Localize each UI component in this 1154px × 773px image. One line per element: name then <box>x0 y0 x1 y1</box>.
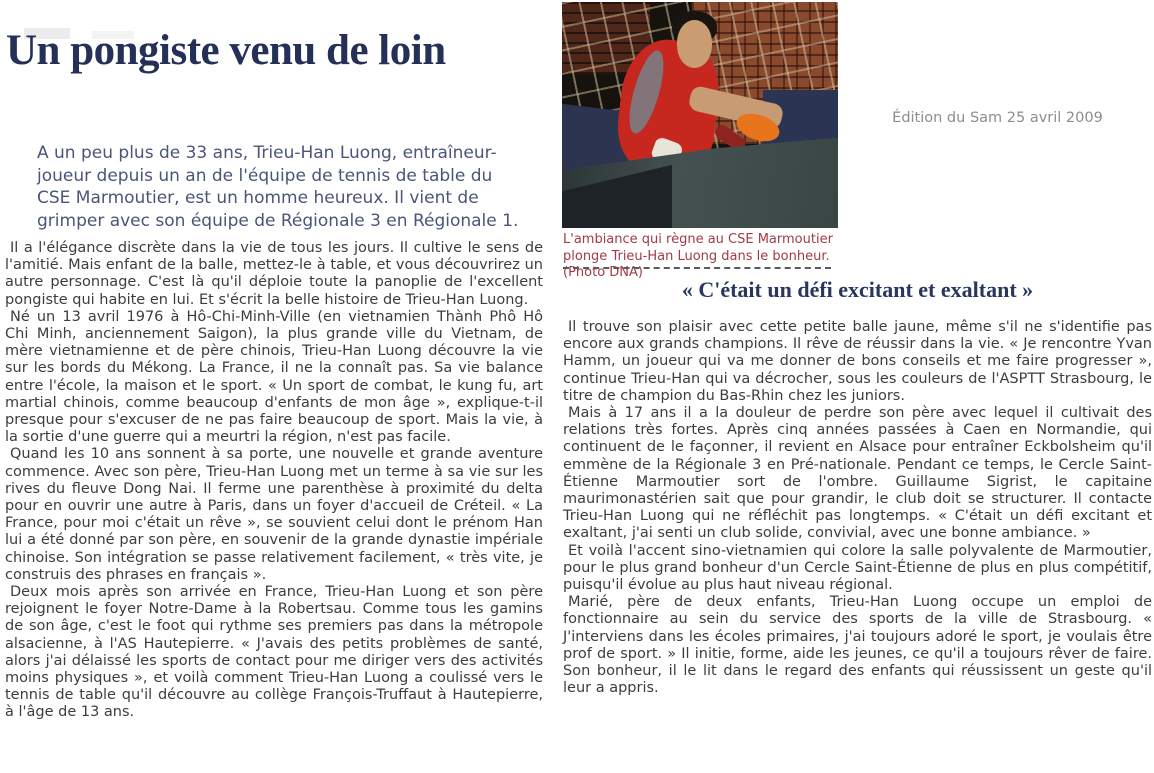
article-paragraph: Mais à 17 ans il a la douleur de perdre son père avec lequel il cultivait des relations très fortes. Après cinq années passées à Caen en Normandie, qui continuent de le façonner, il revient en Alsace pour entraîner Eckbolsheim qu'il emmène de la Régionale 3 en Pré-nationale. Pendant ce temps, le Cercle Saint-Étienne Marmoutier sort de l'ombre. Guillaume Sigrist, le capitaine maurimonastérien sait que pour grandir, le club doit se structurer. Il contacte Trieu-Han Luong qui ne réfléchit pas longtemps. « C'était un défi excitant et exaltant, j'ai senti un club solide, convivial, avec une bonne ambiance. » <box>563 405 1152 542</box>
article-paragraph: Il trouve son plaisir avec cette petite balle jaune, même s'il ne s'identifie pas encore aux grands champions. Il rêve de réussir dans la vie. « Je rencontre Yvan Hamm, un joueur qui va me donner de bons conseils et me faire progresser », continue Trieu-Han qui va décrocher, sous les couleurs de l'ASPTT Strasbourg, le titre de champion du Bas-Rhin chez les juniors. <box>563 319 1152 404</box>
article-paragraph: Il a l'élégance discrète dans la vie de tous les jours. Il cultive le sens de l'amitié. Mais enfant de la balle, mettez-le à table, et vous découvrirez un autre personnage. C'est là qu'il déploie toute la panoplie de l'excellent pongiste qui habite en lui. Et s'écrit la belle histoire de Trieu-Han Luong. <box>5 240 543 308</box>
article-paragraph: Quand les 10 ans sonnent à sa porte, une nouvelle et grande aventure commence. Avec son père, Trieu-Han Luong met un terme à sa vie sur les rives du fleuve Dong Nai. Il ferme une parenthèse à proximité du delta pour en ouvrir une autre à Paris, dans un foyer d'accueil de Créteil. « La France, pour moi c'était un rêve », se souvient celui dont le prénom Han lui a été donné par son père, en souvenir de la grande dynastie impériale chinoise. Son intégration se passe relativement facilement, « très vite, je construis des phrases en français ». <box>5 446 543 583</box>
article-lead: A un peu plus de 33 ans, Trieu-Han Luong, entraîneur-joueur depuis un an de l'équipe de tennis de table du CSE Marmoutier, est un homme heureux. Il vient de grimper avec son équipe de Régionale 3 en Régionale 1. <box>37 143 519 231</box>
article-paragraph: Et voilà l'accent sino-vietnamien qui colore la salle polyvalente de Marmoutier, pour le plus grand bonheur d'un Cercle Saint-Étienne de plus en plus compétitif, puisqu'il évolue au plus haut niveau régional. <box>563 542 1152 594</box>
article-body-right-column <box>563 319 1152 697</box>
caption-separator <box>563 267 831 269</box>
article-subhead: « C'était un défi excitant et exaltant » <box>681 277 1034 302</box>
article-photo <box>562 2 838 228</box>
article-paragraph: Marié, père de deux enfants, Trieu-Han Luong occupe un emploi de fonctionnaire au sein du service des sports de la ville de Strasbourg. « J'interviens dans les écoles primaires, j'ai toujours adoré le sport, je voulais être prof de sport. » Il initie, forme, aide les jeunes, ce qu'il a toujours rêver de faire. Son bonheur, il le lit dans le regard des enfants qui réussissent un geste qu'il leur a appris. <box>563 594 1152 697</box>
article-body-left-column <box>5 240 543 722</box>
photo-player-head <box>677 20 713 67</box>
article-paragraph: Né un 13 avril 1976 à Hô-Chi-Minh-Ville (en vietnamien Thành Phô Hô Chi Minh, anciennement Saigon), la plus grande ville du Vietnam, de mère vietnamienne et de père chinois, Trieu-Han Luong découvre la vie sur les bords du Mékong. La France, il ne la connaît pas. Sa vie balance entre l'école, la maison et le sport. « Un sport de combat, le kung fu, art martial chinois, comme beaucoup d'enfants de mon âge », explique-t-il presque pour s'excuser de ne pas faire beaucoup de sport. Mais la vie, à la sortie d'une guerre qui a meurtri la région, n'est pas facile. <box>5 308 543 446</box>
article-headline: Un pongiste venu de loin <box>6 27 446 74</box>
photo-caption: L'ambiance qui règne au CSE Marmoutier plonge Trieu-Han Luong dans le bonheur. (Photo DNA) <box>563 232 833 280</box>
article-paragraph: Deux mois après son arrivée en France, Trieu-Han Luong et son père rejoignent le foyer Notre-Dame à la Robertsau. Comme tous les gamins de son âge, c'est le foot qui rythme ses premiers pas dans la métropole alsacienne, à l'AS Hautepierre. « J'avais des petits problèmes de santé, alors j'ai délaissé les sports de contact pour me diriger vers des activités moins physiques », et voilà comment Trieu-Han Luong a coulissé vers le tennis de table qu'il découvre au collège François-Truffaut à Hautepierre, à l'âge de 13 ans. <box>5 584 543 721</box>
edition-date: Édition du Sam 25 avril 2009 <box>892 110 1103 126</box>
